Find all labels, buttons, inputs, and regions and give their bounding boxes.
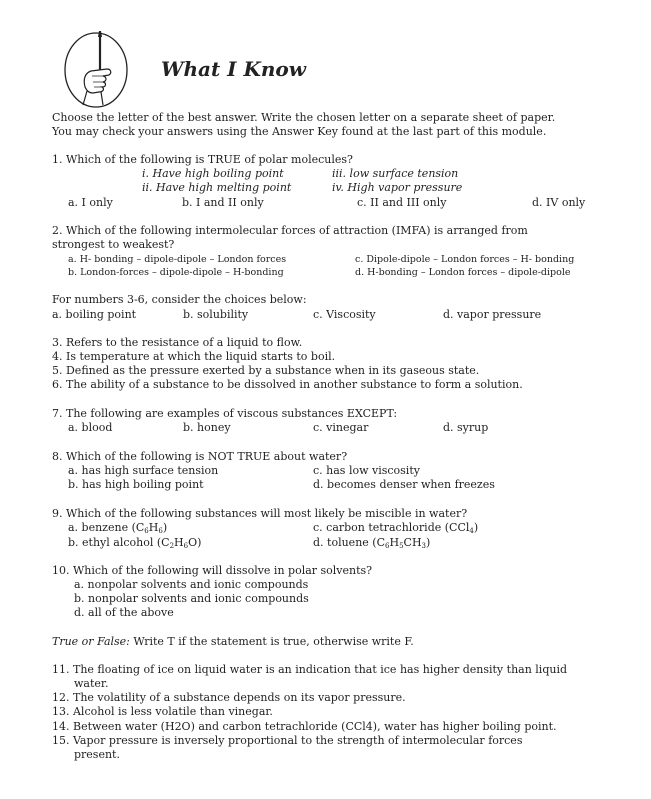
q2-choice-d: d. H-bonding – London forces – dipole-dipole [355,267,571,278]
q1-choice-c: c. II and III only [357,196,447,209]
q4: 4. Is temperature at which the liquid starts to boil. [52,350,336,363]
q1-statement-i: i. Have high boiling point [142,167,284,180]
q7-choice-d: d. syrup [443,421,489,434]
q1-statement-iii: iii. low surface tension [332,167,459,180]
q1-statement-iv: iv. High vapor pressure [332,181,463,194]
q7-stem: 7. The following are examples of viscous substances EXCEPT: [52,407,398,420]
q14: 14. Between water (H2O) and carbon tetrachloride (CCl4), water has higher boiling point. [52,720,557,733]
q9-choice-d: d. toluene $(C_6H_5CH_3)$ [313,536,431,550]
q3: 3. Refers to the resistance of a liquid to flow. [52,336,303,349]
q15-line-1: 15. Vapor pressure is inversely proportional to the strength of intermolecular forces [52,734,523,747]
q12: 12. The volatility of a substance depends on its vapor pressure. [52,691,406,704]
q15-line-2: present. [74,748,120,761]
q10-choice-a: a. nonpolar solvents and ionic compounds [74,578,309,591]
q1-choice-b: b. I and II only [182,196,264,209]
hand-holding-pen-icon [63,29,129,109]
q7-choice-a: a. blood [68,421,113,434]
q8-choice-d: d. becomes denser when freezes [313,478,495,491]
q7-choice-b: b. honey [183,421,231,434]
q13: 13. Alcohol is less volatile than vinegar. [52,705,273,718]
q10-stem: 10. Which of the following will dissolve in polar solvents? [52,564,373,577]
choice-36-c: c. Viscosity [313,308,376,321]
q8-choice-c: c. has low viscosity [313,464,420,477]
q1-stem: 1. Which of the following is TRUE of polar molecules? [52,153,353,166]
q2-stem-line-2: strongest to weakest? [52,238,175,251]
instructions-line-1: Choose the letter of the best answer. Write the chosen letter on a separate sheet of paper. [52,111,556,124]
q9-choice-a: a. benzene $(C_6H_6)$ [68,521,168,535]
choice-36-a: a. boiling point [52,308,137,321]
choice-36-d: d. vapor pressure [443,308,542,321]
q11-line-2: water. [74,677,109,690]
q10-choice-b: b. nonpolar solvents and ionic compounds [74,592,309,605]
page-title: What I Know [161,57,306,81]
q8-stem: 8. Which of the following is NOT TRUE about water? [52,450,348,463]
q5: 5. Defined as the pressure exerted by a substance when in its gaseous state. [52,364,480,377]
q1-choice-a: a. I only [68,196,113,209]
q11-line-1: 11. The floating of ice on liquid water is an indication that ice has higher density than liquid [52,663,568,676]
q9-choice-c: c. carbon tetrachloride (CCl$_4$) [313,521,479,535]
q7-choice-c: c. vinegar [313,421,369,434]
q8-choice-a: a. has high surface tension [68,464,219,477]
q2-stem-line-1: 2. Which of the following intermolecular forces of attraction (IMFA) is arranged from [52,224,528,237]
true-false-instructions: True or False: Write T if the statement is true, otherwise write F. [52,635,414,648]
q9-stem: 9. Which of the following substances will most likely be miscible in water? [52,507,468,520]
q9-choice-b: b. ethyl alcohol $(C_2H_6O)$ [68,536,202,550]
instructions-line-2: You may check your answers using the Answer Key found at the last part of this module. [52,125,547,138]
q2-choice-b: b. London-forces – dipole-dipole – H-bonding [68,267,284,278]
choice-36-b: b. solubility [183,308,249,321]
q2-choice-c: c. Dipole-dipole – London forces – H- bonding [355,254,575,265]
q1-statement-ii: ii. Have high melting point [142,181,292,194]
q10-choice-d: d. all of the above [74,606,174,619]
q2-choice-a: a. H- bonding – dipole-dipole – London forces [68,254,287,265]
choices-3-6-intro: For numbers 3-6, consider the choices below: [52,293,307,306]
q1-choice-d: d. IV only [532,196,586,209]
q8-choice-b: b. has high boiling point [68,478,204,491]
q6: 6. The ability of a substance to be dissolved in another substance to form a solution. [52,378,523,391]
